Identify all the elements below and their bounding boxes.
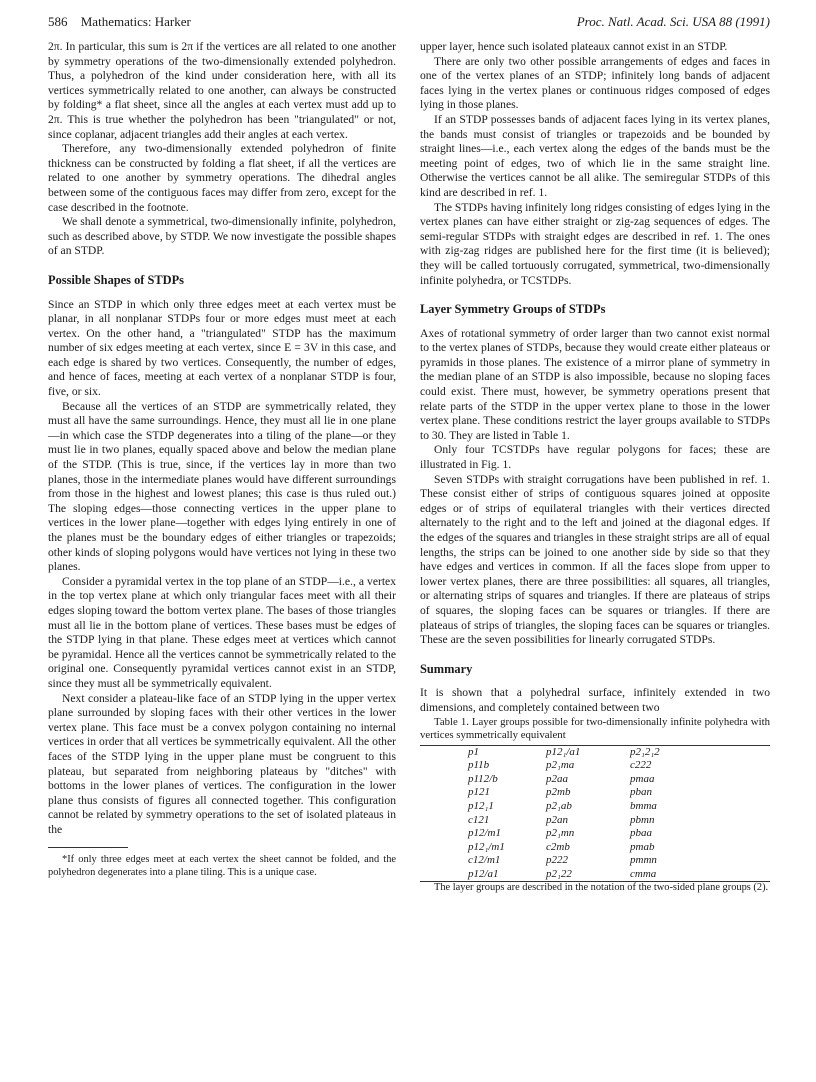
paragraph: Only four TCSTDPs have regular polygons for faces; these are illustrated in Fig. 1. xyxy=(420,443,770,472)
right-column xyxy=(420,40,770,895)
journal-citation: Proc. Natl. Acad. Sci. USA 88 (1991) xyxy=(576,14,770,29)
table-cell: p222 xyxy=(546,854,568,867)
table-cell: p11b xyxy=(468,759,490,772)
header-left xyxy=(48,14,191,30)
page-number: 586 xyxy=(48,14,68,29)
table-cell: p2₁ab xyxy=(546,799,572,812)
paragraph: Axes of rotational symmetry of order larger than two cannot exist normal to the vertex planes of STDPs, because they would create either plateaus or pyramids in those planes. The existence of a mirror plane of symmetry in the median plane of an STDP is also impossible, because no sloping faces could exist. There must, however, be symmetry operations present that relate parts of the STDP in the upper vertex plane to those in the lower vertex plane. These conditions restrict the layer groups available to STDPs to 30. They are listed in Table 1. xyxy=(420,326,770,442)
table-footnote: The layer groups are described in the notation of the two-sided plane groups (2). xyxy=(434,882,769,894)
table-cell: p2an xyxy=(546,813,568,826)
paragraph: Seven STDPs with straight corrugations have been published in ref. 1. These consist either of strips of contiguous squares joined at opposite edges or of strips of equilateral triangles with their vertices directed alternately to the right and to the left and joined at the diagonal edges. If the edges of the squares and triangles in these straight strips are all of equal lengths, the strips can be joined to one another side by side so that they have edges and vertices in common. If all the faces slope from upper to lower vertex planes, there are three possibilities: all squares, all triangles, or alternating strips of squares and triangles. If there are plateaus of strips of squares, the sloping faces can be squares or triangles. If there are plateaus of strips of triangles, the sloping faces can be squares or triangles. These are the seven possibilities for linearly corrugated STDPs. xyxy=(420,472,770,647)
table-cell: c222 xyxy=(630,759,652,772)
table-cell: p12₁/m1 xyxy=(468,840,505,853)
footnote-rule xyxy=(48,847,128,848)
table-cell: p2mb xyxy=(546,786,571,799)
table-cell: bmma xyxy=(630,799,657,812)
table-cell: p1 xyxy=(468,745,479,758)
paragraph: Since an STDP in which only three edges meet at each vertex must be planar, in all nonplanar STDPs four or more edges must meet at each vertex. On the other hand, a "triangulated" STDP has the maximum number of six edges meeting at each vertex, since E = 3V in this case, and each edge is shared by two vertices. Consequently, the number of edges, and hence of faces, meeting at each vertex of a nonplanar STDP is four, five, or six. xyxy=(48,297,396,399)
table-cell: p112/b xyxy=(468,772,498,785)
left-column xyxy=(48,40,396,880)
paragraph: Next consider a plateau-like face of an STDP lying in the upper vertex plane surrounded by sloping faces with their other vertices in the lower vertex plane. This face must be a convex polygon containing no internal vertices in order that all vertices be symmetrically equivalent. All the other faces of the STDP lying in the upper plane must be congruent to this plateau, but separated from neighboring plateaus by "ditches" with bottoms in the lower planes of vertices. The configuration in the lower plane thus consists of figures all connected together. This configuration cannot be related by symmetry operations to the set of isolated plateaus in the xyxy=(48,691,396,836)
section-heading-summary: Summary xyxy=(420,661,473,676)
paragraph: 2π. In particular, this sum is 2π if the vertices are all related to one another by symmetry operations of the two-dimensionally extended polyhedron. Thus, a polyhedron of the kind under consideration here, with all its vertices symmetrically related to one another, can always be constructed by folding* a flat sheet, since all the angles at each vertex must add up to 2π. This is true whether the polyhedron has been "triangulated" or not, since coplanar, adjacent triangles add their angles at each vertex. xyxy=(48,40,396,141)
table-cell: p121 xyxy=(468,786,490,799)
table-cell: p12/m1 xyxy=(468,827,501,840)
table-row xyxy=(420,827,770,841)
table-cell: pmab xyxy=(630,840,655,853)
table-cell: pban xyxy=(630,786,652,799)
table-row xyxy=(420,854,770,868)
table-row xyxy=(420,800,770,814)
table-cell: p2aa xyxy=(546,772,568,785)
paragraph: It is shown that a polyhedral surface, infinitely extended in two dimensions, and completely contained between two xyxy=(420,686,770,714)
section-heading-shapes: Possible Shapes of STDPs xyxy=(48,272,184,287)
table-cell: c12/m1 xyxy=(468,854,501,867)
section-heading-layer-groups: Layer Symmetry Groups of STDPs xyxy=(420,302,606,317)
paragraph: If an STDP possesses bands of adjacent faces lying in its vertex planes, the bands must consist of triangles or trapezoids and be bounded by straight lines—i.e., each vertex along the edges of the bands must be the meeting point of edges, two of which lie in the same straight line. Otherwise the vertices cannot be all alike. The semiregular STDPs of this kind are described in ref. 1. xyxy=(420,112,770,199)
table-cell: p2₁22 xyxy=(546,867,572,880)
paragraph: Therefore, any two-dimensionally extended polyhedron of finite thickness can be constructed by folding a flat sheet, if all the vertices are related to one another by symmetry operations. The dihedral angles between some of the contiguous faces may differ from zero, except for the case described in the footnote. xyxy=(48,142,396,214)
paragraph: Because all the vertices of an STDP are symmetrically related, they must all have the same surroundings. Hence, they must all lie in one plane—in which case the STDP degenerates into a tiling of the plane—or they must lie in two planes, equally spaced above and below the median plane of the STDP. (This is true, since, if the vertices lay in more than two planes, those in the intermediate planes would have different surroundings from those in the highest and lowest planes; this case is thus ruled out.) The sloping edges—those connecting vertices in the upper plane to vertices in the lower plane—together with edges lying entirely in one of the planes must be the boundary edges of either triangles or trapezoids; other kinds of sloping polygons would have vertices not lying in these two planes. xyxy=(48,399,396,574)
table-cell: pmaa xyxy=(630,772,655,785)
table-cell: p12/a1 xyxy=(468,867,499,880)
table-cell: c2mb xyxy=(546,840,570,853)
paragraph: The STDPs having infinitely long ridges consisting of edges lying in the vertex planes can have either straight or zig-zag sequences of edges. The semi-regular STDPs with straight edges are described in ref. 1. The ones with zig-zag ridges are published here for the first time (it is believed); they will be called tortuously corrugated, symmetrical, two-dimensionally infinite polyhedra, or TCSTDPs. xyxy=(420,200,770,287)
page-header xyxy=(48,14,770,34)
paragraph: Consider a pyramidal vertex in the top plane of an STDP—i.e., a vertex in the top vertex plane at which only triangular faces meet with all their edges sloping toward the bottom vertex plane. The bases of those triangles must all lie in the bottom plane of vertices. These bases must be edges of the STDP lying in that plane. These edges meet at vertices which cannot be pyramidal. Hence all the vertices cannot be symmetrically related to the original one. Consequently pyramidal vertices cannot exist in an STDP, since they must all be symmetrically equivalent. xyxy=(48,574,396,690)
paragraph: There are only two other possible arrangements of edges and faces in one of the vertex planes of an STDP; infinitely long bands of adjacent faces lying in the vertex planes or continuous ridges composed of edges lying in those planes. xyxy=(420,54,770,112)
table-row xyxy=(420,773,770,787)
table-cell: pbmn xyxy=(630,813,655,826)
paragraph: We shall denote a symmetrical, two-dimensionally infinite, polyhedron, such as described above, by STDP. We now investigate the possible shapes of an STDP. xyxy=(48,215,396,258)
table-row xyxy=(420,868,770,882)
table-cell: p2₁ma xyxy=(546,759,575,772)
section-title: Mathematics: Harker xyxy=(80,14,191,29)
table-row xyxy=(420,745,770,759)
table-cell: p2₁mn xyxy=(546,827,575,840)
table-row xyxy=(420,814,770,828)
table-caption: Table 1. Layer groups possible for two-dimensionally infinite polyhedra with vertices symmetrically equivalent xyxy=(420,715,770,741)
table-cell: p12₁1 xyxy=(468,799,494,812)
table-cell: c121 xyxy=(468,813,490,826)
table-row xyxy=(420,786,770,800)
table-row xyxy=(420,841,770,855)
table-cell: pmmn xyxy=(630,854,657,867)
table-cell: p12₁/a1 xyxy=(546,745,581,758)
footnote: *If only three edges meet at each vertex the sheet cannot be folded, and the polyhedron degenerates into a plane tiling. This is a unique case. xyxy=(48,854,396,879)
table-cell: pbaa xyxy=(630,827,652,840)
paragraph: upper layer, hence such isolated plateaux cannot exist in an STDP. xyxy=(420,40,728,53)
table-cell: cmma xyxy=(630,867,657,880)
table-row xyxy=(420,759,770,773)
table-cell: p2₁2₁2 xyxy=(630,745,660,758)
layer-groups-table xyxy=(420,745,770,883)
